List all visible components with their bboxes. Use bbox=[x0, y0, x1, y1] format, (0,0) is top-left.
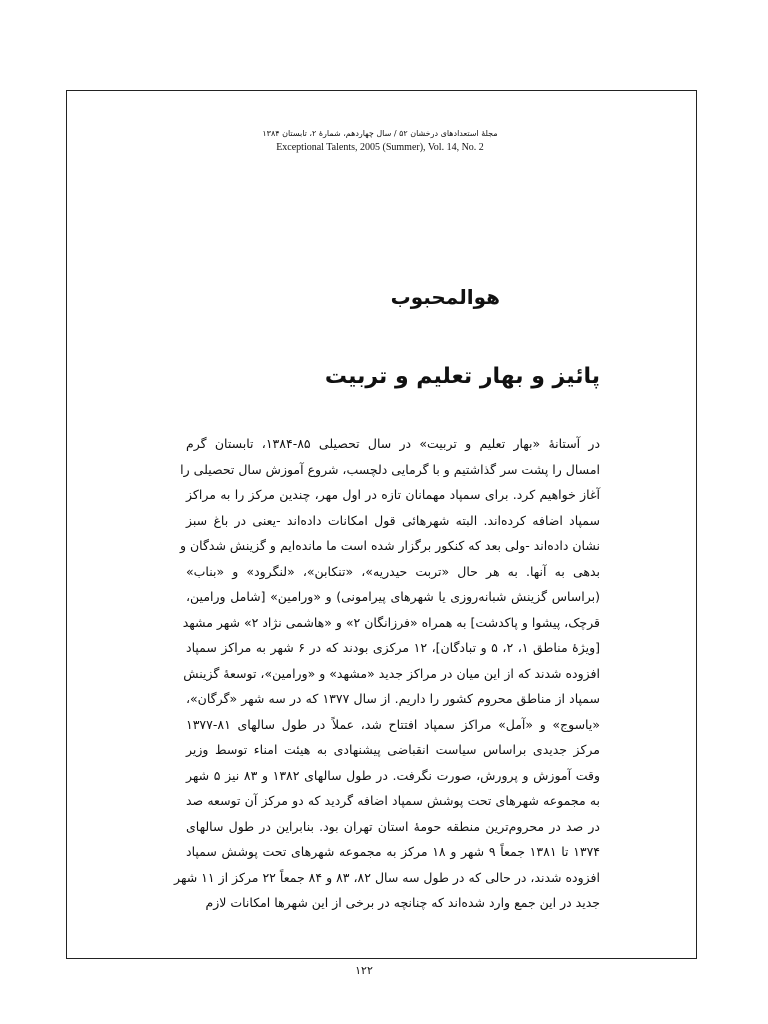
invocation-heading: هوالمحبوب bbox=[390, 285, 500, 309]
body-line: سمپاد اضافه کرده‌اند. البته شهرهائی قول امکانات داده‌اند -یعنی در باغ سبز bbox=[186, 512, 600, 528]
body-line: وقت آموزش و پرورش، صورت نگرفت. در طول سالهای ۱۳۸۲ و ۸۳ نیز ۵ شهر bbox=[186, 767, 600, 783]
body-line: افزوده شدند که از این میان در مراکز جدید «مشهد» و «ورامین»، توسعهٔ گزینش bbox=[183, 665, 600, 681]
body-line: به مجموعه شهرهای تحت پوشش سمپاد اضافه گردید که دو مرکز آن توسعه صد bbox=[186, 793, 600, 808]
body-line: ۱۳۷۴ تا ۱۳۸۱ جمعاً ۹ شهر و ۱۸ مرکز به مجموعه شهرهای تحت پوشش سمپاد bbox=[186, 844, 601, 859]
body-line: امسال را پشت سر گذاشتیم و با گرمایی دلچسب، شروع آموزش سال تحصیلی را bbox=[180, 461, 600, 477]
body-line: [ویژهٔ مناطق ۱، ۲، ۵ و تبادگان]، ۱۲ مرکزی بودند که در ۶ شهر به مراکز سمپاد bbox=[186, 640, 601, 655]
page-number: ۱۲۲ bbox=[355, 964, 373, 977]
body-line: افزوده شدند، در حالی که در طول سه سال ۸۲، ۸۳ و ۸۴ جمعاً ۲۲ مرکز از ۱۱ شهر bbox=[174, 869, 600, 885]
body-line: بدهی به آنها. به هر حال «تربت حیدریه»، «تنکابن»، «لنگرود» و «بناب» bbox=[186, 563, 600, 579]
journal-header-english: Exceptional Talents, 2005 (Summer), Vol. 14, No. 2 bbox=[276, 142, 484, 153]
body-line: قرچک، پیشوا و پاکدشت] به همراه «فرزانگان ۲» و «هاشمی نژاد ۲» شهر مشهد bbox=[182, 614, 600, 630]
body-line: در صد در محروم‌ترین منطقه حومهٔ استان تهران بود. بنابراین در طول سالهای bbox=[186, 818, 600, 834]
body-line: «یاسوج» و «آمل» مراکز سمپاد افتتاح شد، عملاً در طول سالهای ۸۱-۱۳۷۷ bbox=[186, 716, 600, 732]
article-body bbox=[174, 431, 601, 916]
body-line: نشان داده‌اند -ولی بعد که کنکور برگزار شده است ما مانده‌ایم و گزینش شدگان و bbox=[179, 538, 600, 553]
body-line: در آستانهٔ «بهار تعلیم و تربیت» در سال تحصیلی ۸۵-۱۳۸۴، تابستان گرم bbox=[186, 436, 601, 451]
body-line: سمپاد از مناطق محروم کشور را داریم. از سال ۱۳۷۷ که در سه شهر «گرگان»، bbox=[186, 691, 601, 706]
body-line: مرکز جدیدی براساس سیاست انقباضی پیشنهادی به هیئت امناء توسط وزیر bbox=[186, 742, 600, 757]
body-line: (براساس گزینش شبانه‌روزی یا شهرهای پیرامونی) و «ورامین» [شامل ورامین، bbox=[186, 589, 600, 604]
article-title: پائیز و بهار تعلیم و تربیت bbox=[324, 364, 600, 389]
body-line: جدید در این جمع وارد شده‌اند که چنانچه در برخی از این شهرها امکانات لازم bbox=[205, 895, 600, 910]
journal-header-persian: مجلهٔ استعدادهای درخشان ۵۲ / سال چهاردهم، شمارهٔ ۲، تابستان ۱۳۸۴ bbox=[262, 129, 498, 138]
body-line: آغاز خواهیم کرد. برای سمپاد مهمانان تازه در اول مهر، چندین مرکز را به مراکز bbox=[186, 487, 600, 502]
